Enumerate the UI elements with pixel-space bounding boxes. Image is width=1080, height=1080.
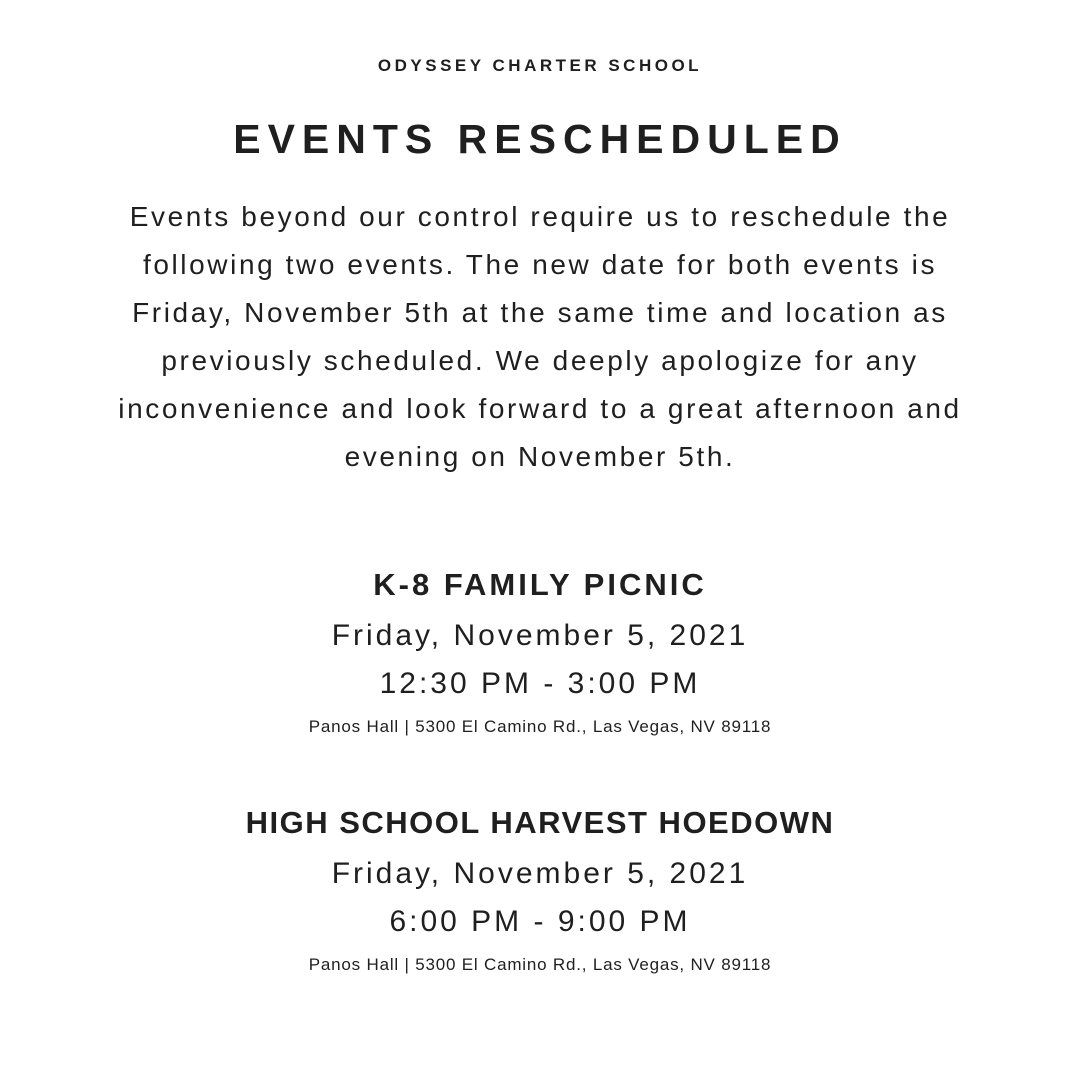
page-title: EVENTS RESCHEDULED [233,116,847,162]
announcement-text: Events beyond our control require us to reschedule the following two events. The new date for both events is Friday, November 5th at the same time and location as previously scheduled. We deeply apologize for any inconvenience and look forward to a great afternoon and evening on November 5th. [118,201,962,472]
event-block-k8-family-picnic [0,567,1080,737]
school-name: ODYSSEY CHARTER SCHOOL [377,56,703,75]
event-date: Friday, November 5, 2021 [331,619,749,652]
event-time: 12:30 PM - 3:00 PM [379,667,701,700]
event-location: Panos Hall | 5300 El Camino Rd., Las Vegas, NV 89118 [308,955,772,974]
event-location: Panos Hall | 5300 El Camino Rd., Las Vegas, NV 89118 [308,717,772,736]
event-block-high-school-harvest-hoedown [0,805,1080,975]
event-name: K-8 FAMILY PICNIC [373,567,707,602]
event-name: HIGH SCHOOL HARVEST HOEDOWN [245,805,835,840]
event-time: 6:00 PM - 9:00 PM [389,905,691,938]
event-date: Friday, November 5, 2021 [331,857,749,890]
